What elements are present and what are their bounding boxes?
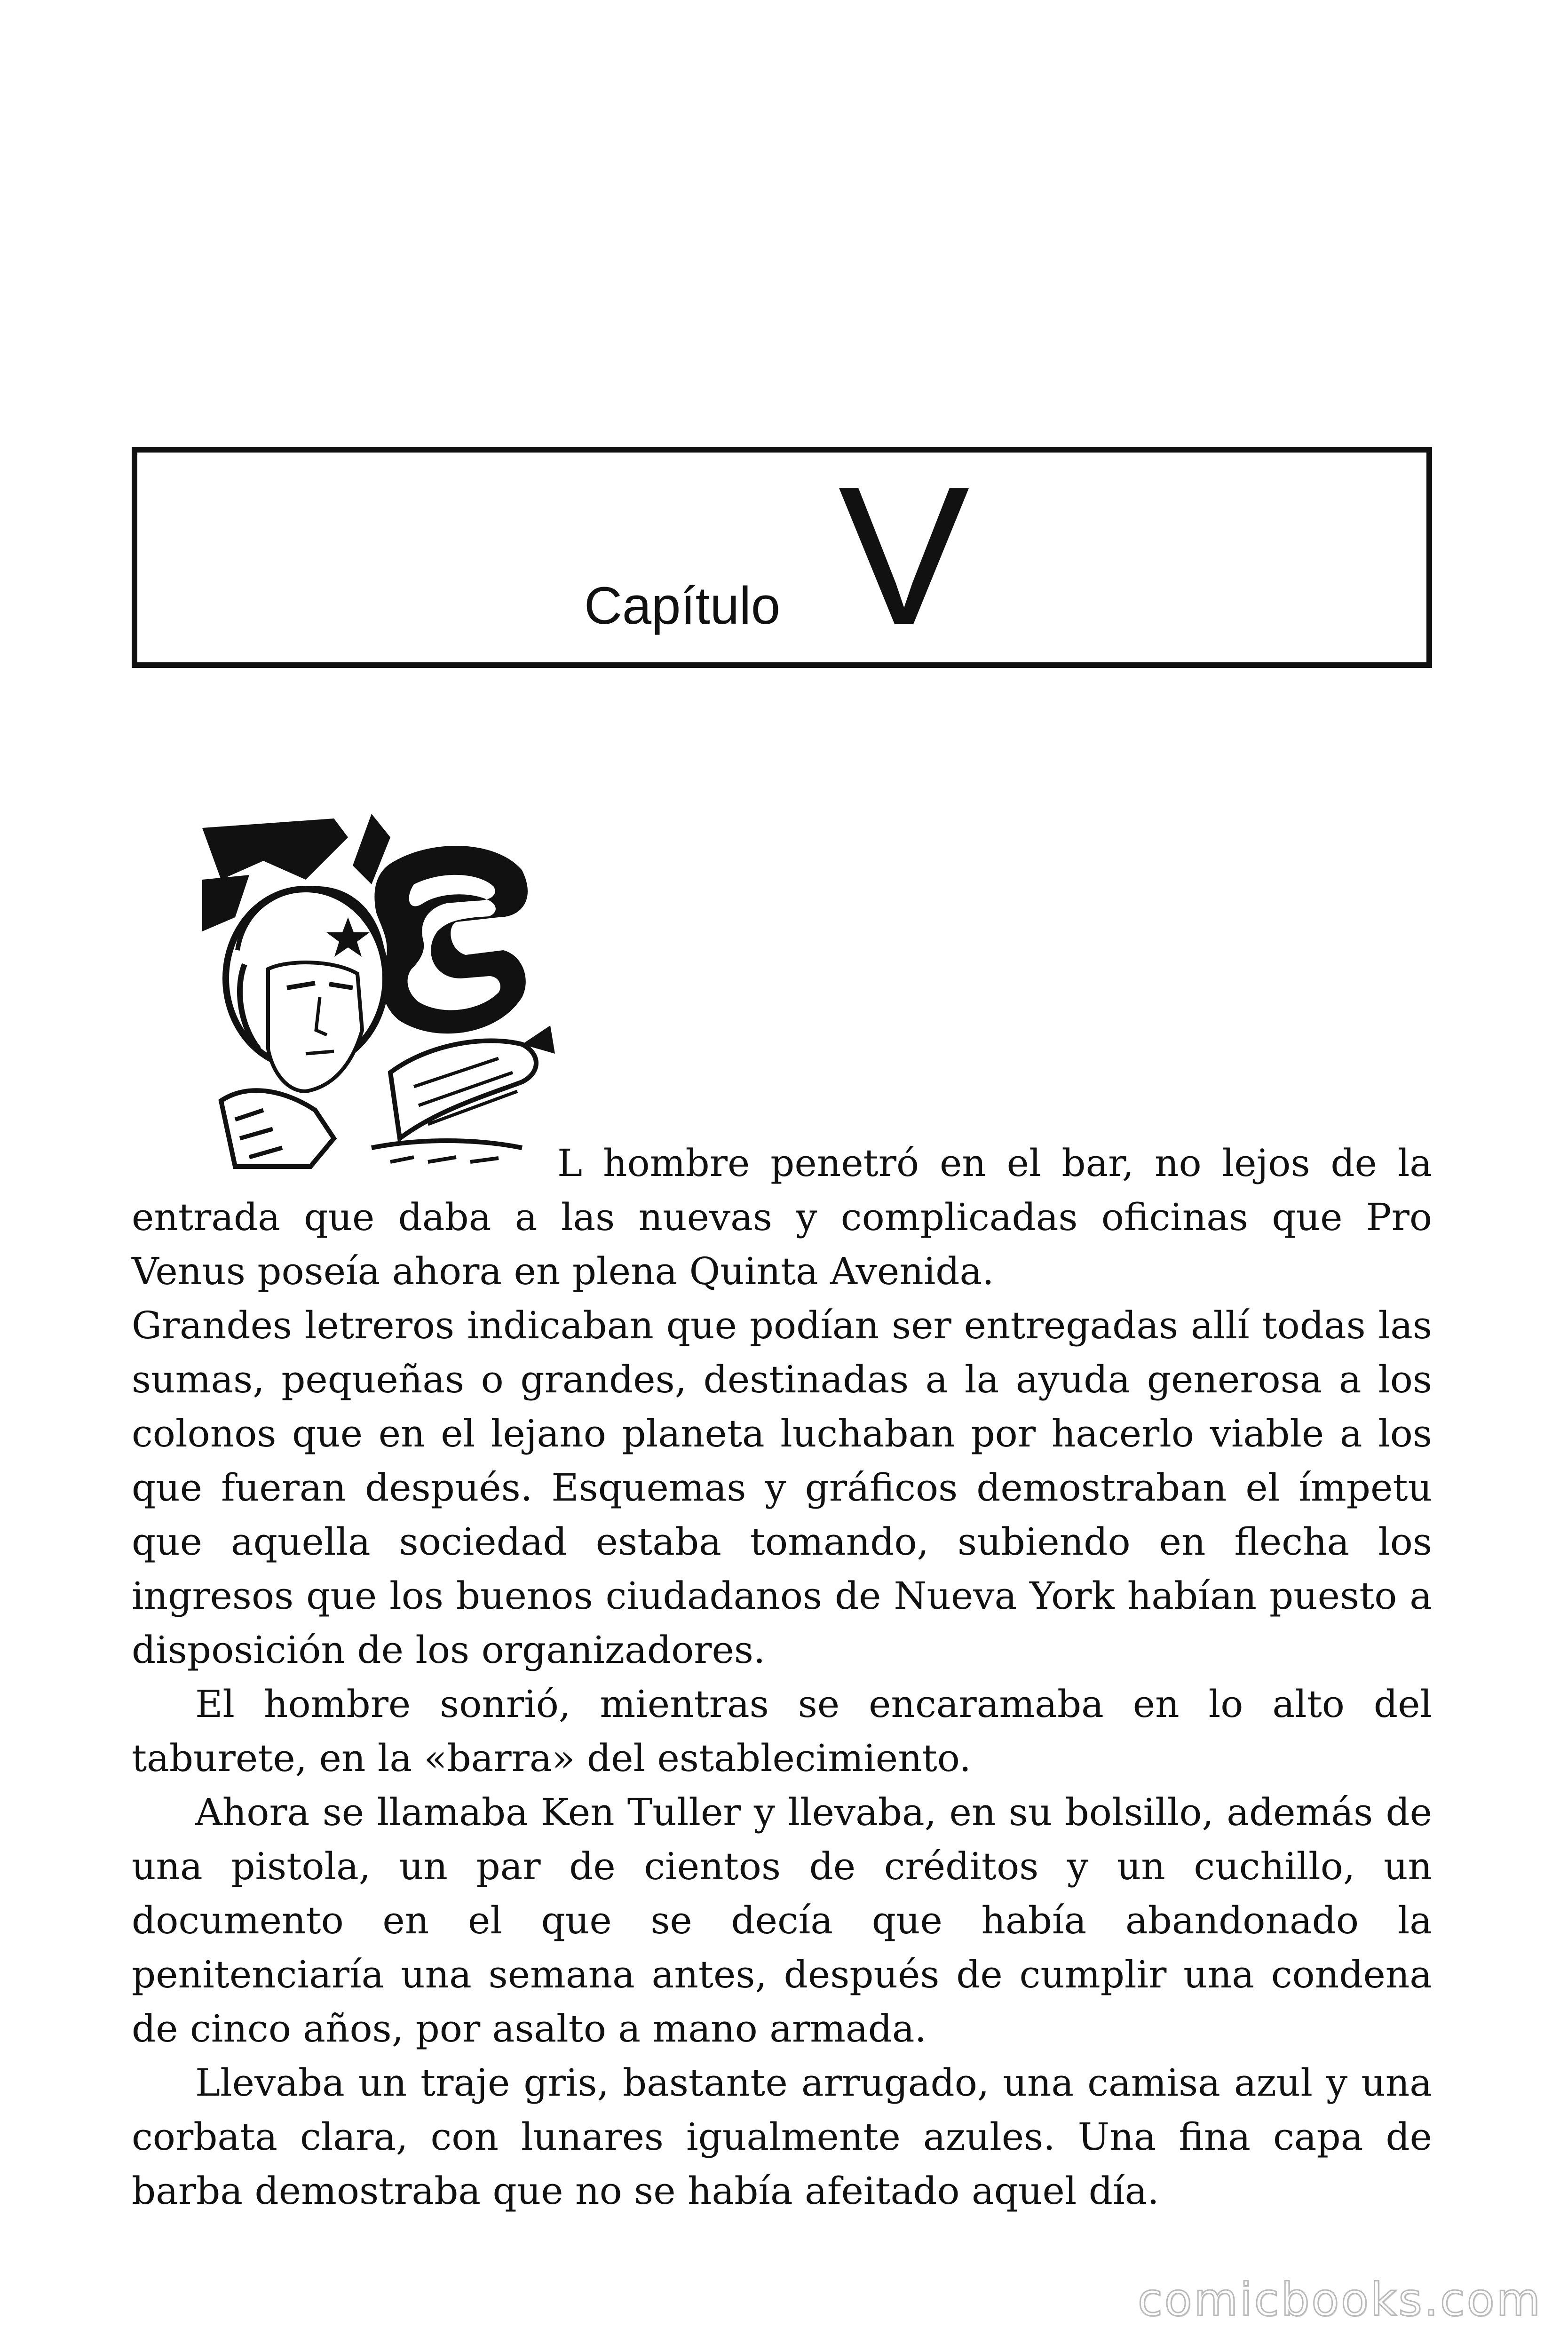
watermark: comicbooks.com xyxy=(1137,2273,1542,2326)
paragraph-4: Ahora se llamaba Ken Tuller y llevaba, en su bolsillo, además de una pistola, un par de cientos de créditos y un cuchillo, un documento en el que se decía que había abandonado la penitenciaría una semana antes, después de cumplir una condena de cinco años, por asalto a mano armada. xyxy=(132,1790,1432,2050)
chapter-heading-box xyxy=(132,447,1432,668)
astronaut-illustration-icon xyxy=(193,809,560,1176)
chapter-label: Capítulo xyxy=(584,576,781,635)
chapter-body-text xyxy=(132,1136,1432,2218)
paragraph-3: El hombre sonrió, mientras se encaramaba en lo alto del taburete, en la «barra» del establecimiento. xyxy=(132,1682,1432,1780)
paragraph-5: Llevaba un traje gris, bastante arrugado, una camisa azul y una corbata clara, con lunares igualmente azules. Una fina capa de barba demostraba que no se había afeitado aquel día. xyxy=(132,2061,1432,2213)
illustrated-drop-cap xyxy=(193,809,560,1176)
paragraph-2: Grandes letreros indicaban que podían ser entregadas allí todas las sumas, pequeñas o grandes, destinadas a la ayuda generosa a los colonos que en el lejano planeta luchaban por hacerlo viable a los que fueran después. Esquemas y gráficos demostraban el ímpetu que aquella sociedad estaba tomando, subiendo en flecha los ingresos que los buenos ciudadanos de Nueva York habían puesto a disposición de los organizadores. xyxy=(132,1303,1432,1672)
chapter-number: V xyxy=(838,445,970,666)
paragraph-1: L hombre penetró en el bar, no lejos de la entrada que daba a las nuevas y complicadas oficinas que Pro Venus poseía ahora en plena Quinta Avenida. xyxy=(132,1141,1432,1293)
